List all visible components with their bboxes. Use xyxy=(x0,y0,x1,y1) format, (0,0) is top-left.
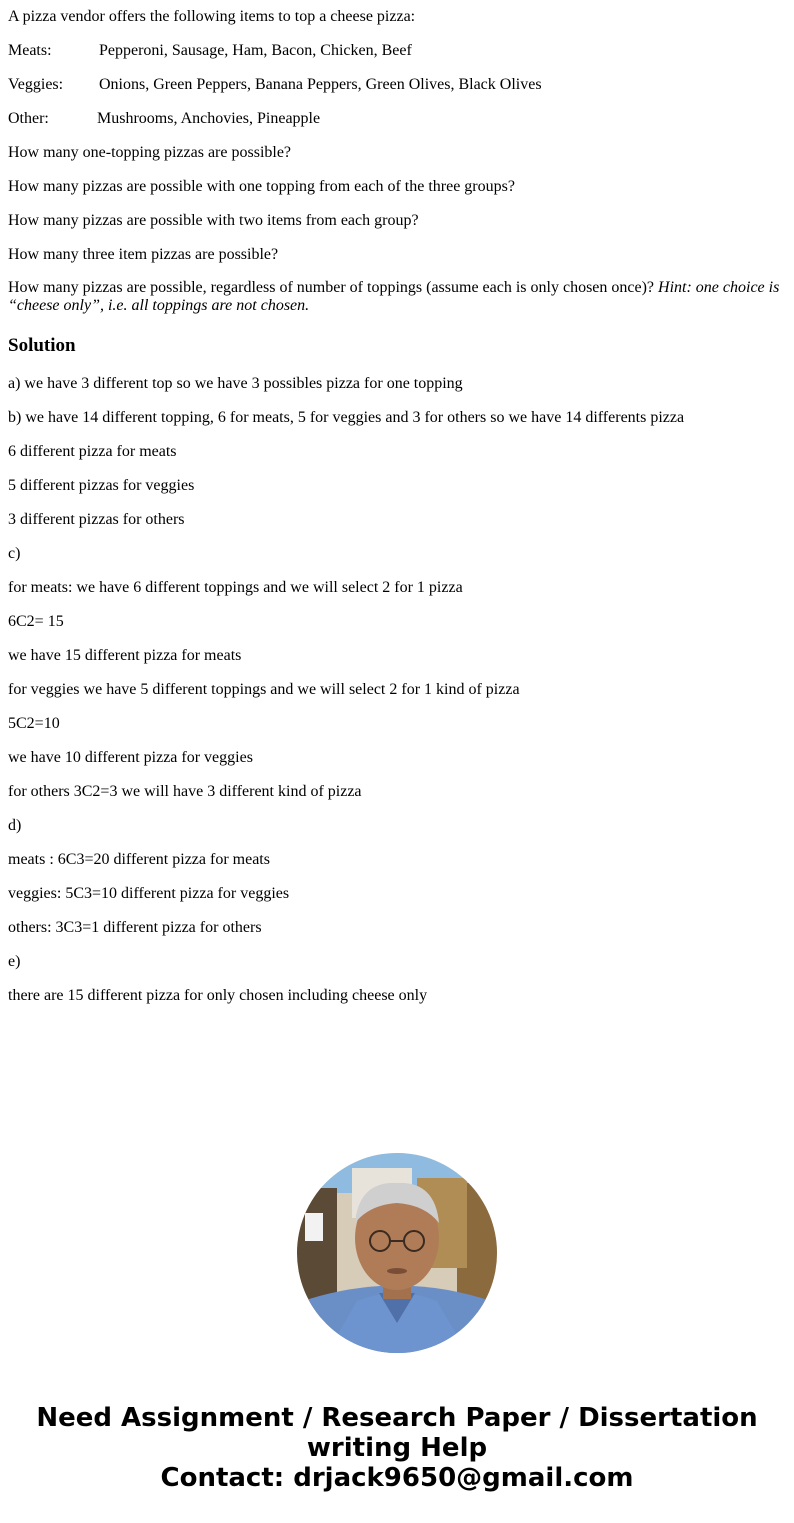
group-label: Meats: xyxy=(8,42,52,59)
solution-line: for others 3C2=3 we will have 3 different kind of pizza xyxy=(8,783,362,800)
author-photo xyxy=(297,1153,497,1353)
solution-line: veggies: 5C3=10 different pizza for veggies xyxy=(8,885,290,902)
solution-line: b) we have 14 different topping, 6 for meats, 5 for veggies and 3 for others so we have 14 differents pizza xyxy=(8,409,685,426)
question-hint: Hint: one choice is “cheese only”, i.e. all toppings are not chosen. xyxy=(8,279,780,314)
group-items: Pepperoni, Sausage, Ham, Bacon, Chicken, Beef xyxy=(99,42,412,59)
solution-line: c) xyxy=(8,545,21,562)
question-intro: A pizza vendor offers the following items to top a cheese pizza: xyxy=(8,8,416,25)
group-items: Onions, Green Peppers, Banana Peppers, Green Olives, Black Olives xyxy=(99,76,542,93)
question-line: How many one-topping pizzas are possible? xyxy=(8,144,292,161)
question-last xyxy=(8,279,786,315)
promo-banner xyxy=(0,1403,794,1493)
solution-heading: Solution xyxy=(8,335,76,356)
solution-line: others: 3C3=1 different pizza for others xyxy=(8,919,262,936)
group-items: Mushrooms, Anchovies, Pineapple xyxy=(97,110,321,127)
solution-line: 5C2=10 xyxy=(8,715,60,732)
solution-line: 6C2= 15 xyxy=(8,613,64,630)
solution-line: 5 different pizzas for veggies xyxy=(8,477,195,494)
solution-line: there are 15 different pizza for only chosen including cheese only xyxy=(8,987,428,1004)
solution-line: 3 different pizzas for others xyxy=(8,511,185,528)
solution-line: d) xyxy=(8,817,22,834)
solution-line: for veggies we have 5 different toppings and we will select 2 for 1 kind of pizza xyxy=(8,681,520,698)
topping-group-other xyxy=(8,110,320,128)
question-line: How many pizzas are possible with one topping from each of the three groups? xyxy=(8,178,515,195)
question-line: How many three item pizzas are possible? xyxy=(8,246,279,263)
promo-line: Need Assignment / Research Paper / Dissertation xyxy=(36,1403,758,1433)
solution-line: for meats: we have 6 different toppings and we will select 2 for 1 pizza xyxy=(8,579,463,596)
group-label: Veggies: xyxy=(8,76,64,93)
question-text: How many pizzas are possible, regardless of number of toppings (assume each is only chosen once)? xyxy=(8,279,655,296)
solution-line: we have 15 different pizza for meats xyxy=(8,647,242,664)
solution-line: meats : 6C3=20 different pizza for meats xyxy=(8,851,270,868)
solution-line: we have 10 different pizza for veggies xyxy=(8,749,253,766)
question-line: How many pizzas are possible with two items from each group? xyxy=(8,212,419,229)
promo-contact: Contact: drjack9650@gmail.com xyxy=(160,1463,634,1493)
author-photo-icon xyxy=(297,1153,497,1353)
group-label: Other: xyxy=(8,110,49,127)
topping-group-veggies xyxy=(8,76,542,94)
topping-group-meats xyxy=(8,42,412,60)
solution-line: e) xyxy=(8,953,21,970)
solution-line: a) we have 3 different top so we have 3 possibles pizza for one topping xyxy=(8,375,463,392)
promo-line: writing Help xyxy=(306,1433,488,1463)
solution-line: 6 different pizza for meats xyxy=(8,443,177,460)
